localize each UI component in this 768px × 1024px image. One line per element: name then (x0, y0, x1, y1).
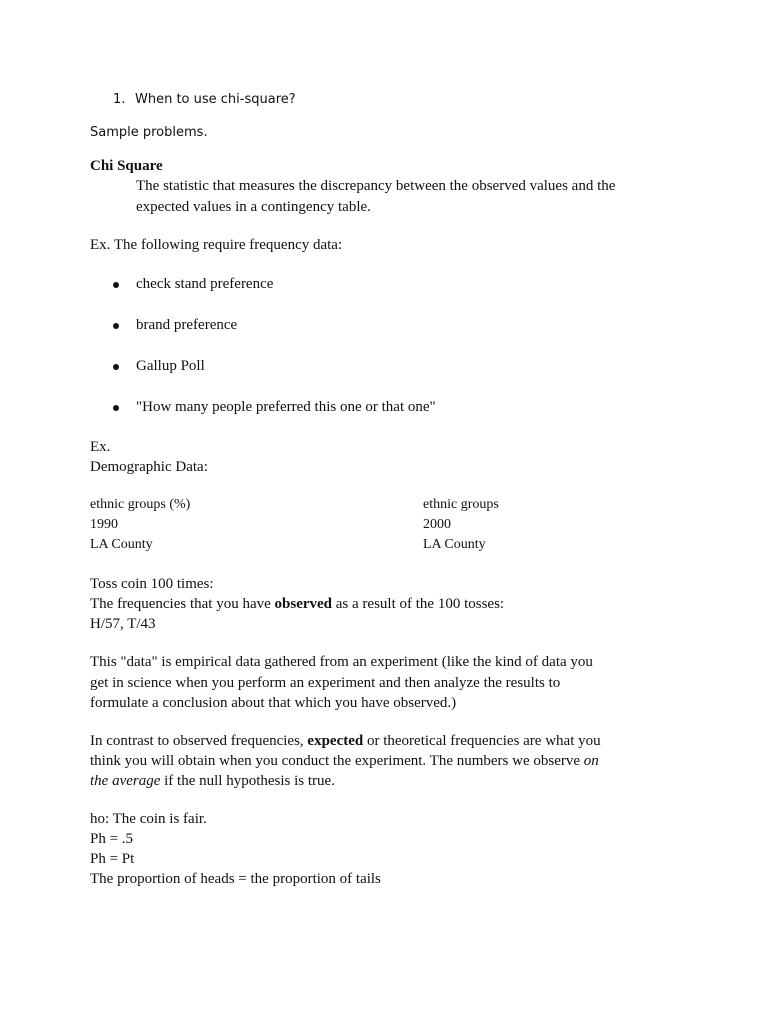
list-item-text: When to use chi-square? (135, 92, 296, 107)
right-col-header: ethnic groups (423, 497, 499, 512)
bullet-item: check stand preference (136, 276, 274, 292)
right-col-year: 2000 (423, 517, 451, 532)
bullet-icon (113, 323, 119, 329)
left-col-year: 1990 (90, 517, 118, 532)
on-average-emphasis: the average (90, 773, 161, 789)
on-average-emphasis: on (583, 753, 599, 769)
bullet-icon (113, 282, 119, 288)
left-col-header: ethnic groups (%) (90, 497, 191, 512)
hypothesis-line: Ph = .5 (90, 831, 134, 847)
observed-emphasis: observed (274, 596, 333, 612)
coin-line-1: Toss coin 100 times: (90, 576, 214, 592)
coin-line-2: The frequencies that you have observed as a result of the 100 tosses: (90, 596, 505, 612)
definition-line-1: The statistic that measures the discrepancy between the observed values and the (136, 178, 616, 194)
example-label: Ex. (90, 439, 111, 455)
data-paragraph-line-2: get in science when you perform an experiment and then analyze the results to (90, 675, 561, 691)
bullet-item: "How many people preferred this one or that one" (136, 399, 436, 415)
expected-paragraph-line-2: think you will obtain when you conduct the experiment. The numbers we observe on (90, 753, 599, 769)
definition-line-2: expected values in a contingency table. (136, 199, 371, 215)
left-col-region: LA County (90, 537, 153, 552)
bullet-icon (113, 405, 119, 411)
data-paragraph-line-1: This "data" is empirical data gathered from an experiment (like the kind of data you (90, 654, 593, 670)
expected-emphasis: expected (307, 733, 364, 749)
sample-problems-text: Sample problems. (90, 125, 208, 140)
hypothesis-line: ho: The coin is fair. (90, 811, 207, 827)
list-number: 1. (113, 92, 126, 107)
expected-paragraph-line-1: In contrast to observed frequencies, expected or theoretical frequencies are what you (90, 733, 601, 749)
definition-term: Chi Square (90, 158, 163, 174)
hypothesis-line: The proportion of heads = the proportion of tails (90, 871, 381, 887)
right-col-region: LA County (423, 537, 486, 552)
demographic-heading: Demographic Data: (90, 459, 208, 475)
bullet-item: Gallup Poll (136, 358, 205, 374)
coin-results: H/57, T/43 (90, 616, 156, 632)
bullet-item: brand preference (136, 317, 238, 333)
expected-paragraph-line-3: the average if the null hypothesis is true. (90, 773, 335, 789)
hypothesis-line: Ph = Pt (90, 851, 135, 867)
bullet-icon (113, 364, 119, 370)
example-intro: Ex. The following require frequency data: (90, 237, 343, 253)
data-paragraph-line-3: formulate a conclusion about that which you have observed.) (90, 695, 457, 711)
